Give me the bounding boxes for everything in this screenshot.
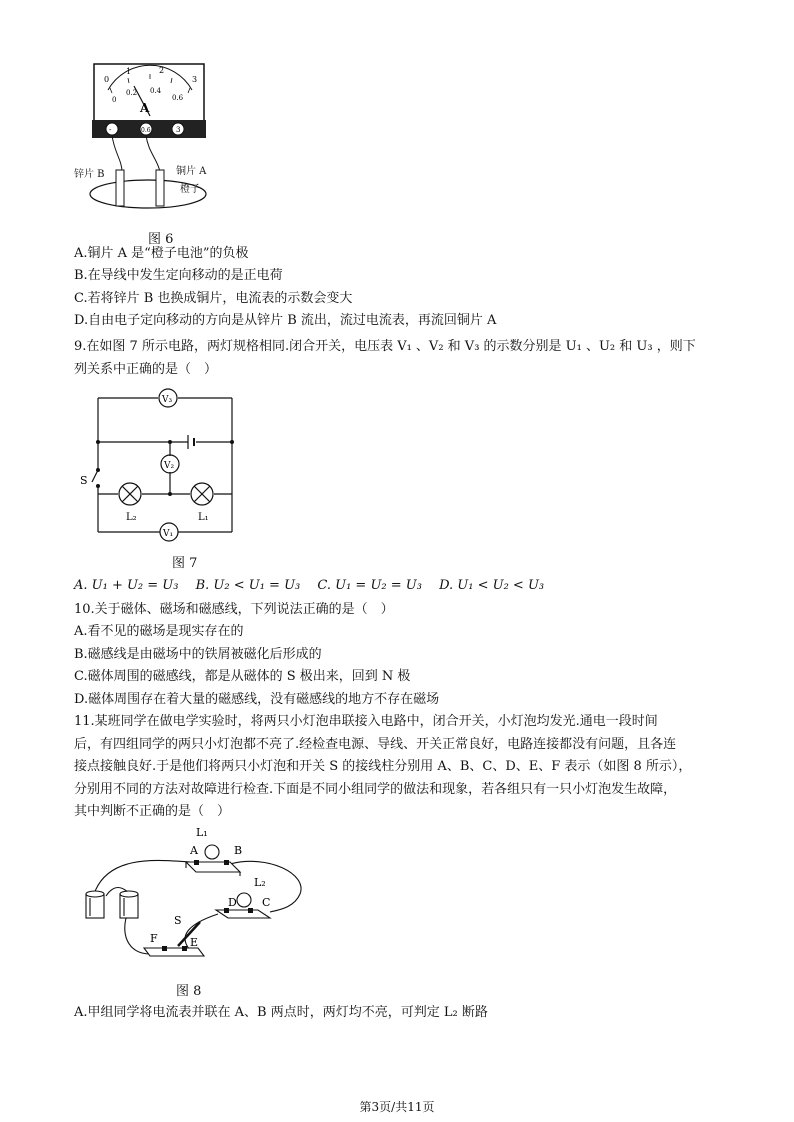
fig8-l2-label: L₂ [254, 876, 266, 889]
scale-top-1: 1 [126, 67, 132, 76]
figure-7 [80, 386, 240, 546]
terminal-06: 0.6 [141, 127, 151, 134]
meter-v1: V₁ [163, 529, 174, 539]
terminal-3: 3 [176, 126, 181, 134]
q9-stem-line2: 列关系中正确的是（ ） [74, 362, 218, 377]
terminal-neg: - [109, 126, 112, 134]
fig8-l1-label: L₁ [196, 826, 208, 839]
fig8-label-s: S [174, 914, 182, 927]
q8-option-a: A.铜片 A 是“橙子电池”的负极 [74, 246, 249, 261]
fig8-label-b: B [234, 844, 243, 857]
q10-option-a: A.看不见的磁场是现实存在的 [74, 624, 244, 639]
fig8-label-f: F [150, 932, 158, 945]
figure-8 [78, 824, 318, 974]
q11-line5: 其中判断不正确的是（ ） [74, 804, 231, 819]
lamp-l1: L₁ [198, 512, 209, 523]
scale-bottom-2: 0.4 [150, 87, 162, 95]
q11-line1: 11.某班同学在做电学实验时，将两只小灯泡串联接入电路中，闭合开关，小灯泡均发光.通电一段时间 [74, 714, 658, 729]
q8-option-d: D.自由电子定向移动的方向是从锌片 B 流出，流过电流表，再流回铜片 A [74, 313, 497, 328]
q11-line2: 后，有四组同学的两只小灯泡都不亮了.经检查电源、导线、开关正常良好，电路连接都没有问题，且各连 [74, 737, 677, 752]
lamp-l2: L₂ [126, 512, 137, 523]
scale-bottom-0: 0 [112, 96, 117, 104]
q10-option-c: C.磁体周围的磁感线，都是从磁体的 S 极出来，回到 N 极 [74, 669, 411, 684]
switch-s: S [80, 474, 88, 487]
q9-options: A. U₁ + U₂ = U₃ B. U₂ < U₁ = U₃ C. U₁ = U₂ = U₃ D. U₁ < U₂ < U₃ [74, 578, 545, 593]
q8-option-c: C.若将锌片 B 也换成铜片，电流表的示数会变大 [74, 291, 353, 306]
scale-top-3: 3 [192, 75, 198, 84]
meter-v2: V₂ [164, 461, 175, 471]
q10-stem: 10.关于磁体、磁场和磁感线，下列说法正确的是（ ） [74, 602, 394, 617]
label-zinc-b: 锌片 B [74, 169, 105, 180]
page-footer: 第3页/共11页 [359, 1100, 435, 1114]
q10-option-b: B.磁感线是由磁场中的铁屑被磁化后形成的 [74, 647, 322, 662]
figure-8-caption: 图 8 [176, 984, 202, 999]
label-copper-a: 铜片 A [176, 166, 207, 177]
figure-7-caption: 图 7 [172, 556, 198, 571]
fig8-label-c: C [262, 896, 271, 909]
fig8-label-a: A [190, 844, 198, 857]
meter-v3: V₃ [162, 395, 173, 405]
physical-circuit-diagram [78, 824, 318, 974]
scale-top-2: 2 [159, 66, 165, 75]
label-orange: 橙子 [180, 184, 200, 195]
q11-line4: 分别用不同的方法对故障进行检查.下面是不同小组同学的做法和现象，若各组只有一只小灯泡发生故障， [74, 782, 677, 797]
ammeter-diagram [88, 62, 218, 222]
q11-line3: 接点接触良好.于是他们将两只小灯泡和开关 S 的接线柱分别用 A、B、C、D、E、F 表示（如图 8 所示）， [74, 759, 692, 774]
q8-option-b: B.在导线中发生定向移动的是正电荷 [74, 268, 283, 283]
figure-6 [74, 62, 218, 222]
q11-option-a: A.甲组同学将电流表并联在 A、B 两点时，两灯均不亮，可判定 L₂ 断路 [74, 1005, 488, 1020]
meter-unit: A [140, 101, 150, 115]
scale-top-0: 0 [104, 75, 110, 84]
scale-bottom-3: 0.6 [172, 94, 184, 102]
fig8-label-d: D [228, 896, 237, 909]
figure-6-caption: 图 6 [148, 232, 174, 247]
scale-bottom-1: 0.2 [126, 89, 138, 97]
fig8-label-e: E [190, 936, 199, 949]
q9-stem-line1: 9.在如图 7 所示电路，两灯规格相同.闭合开关，电压表 V₁ 、V₂ 和 V₃ 的示数分别是 U₁ 、U₂ 和 U₃ ，则下 [74, 339, 696, 354]
q10-option-d: D.磁体周围存在着大量的磁感线，没有磁感线的地方不存在磁场 [74, 692, 440, 707]
circuit-diagram [80, 386, 240, 546]
